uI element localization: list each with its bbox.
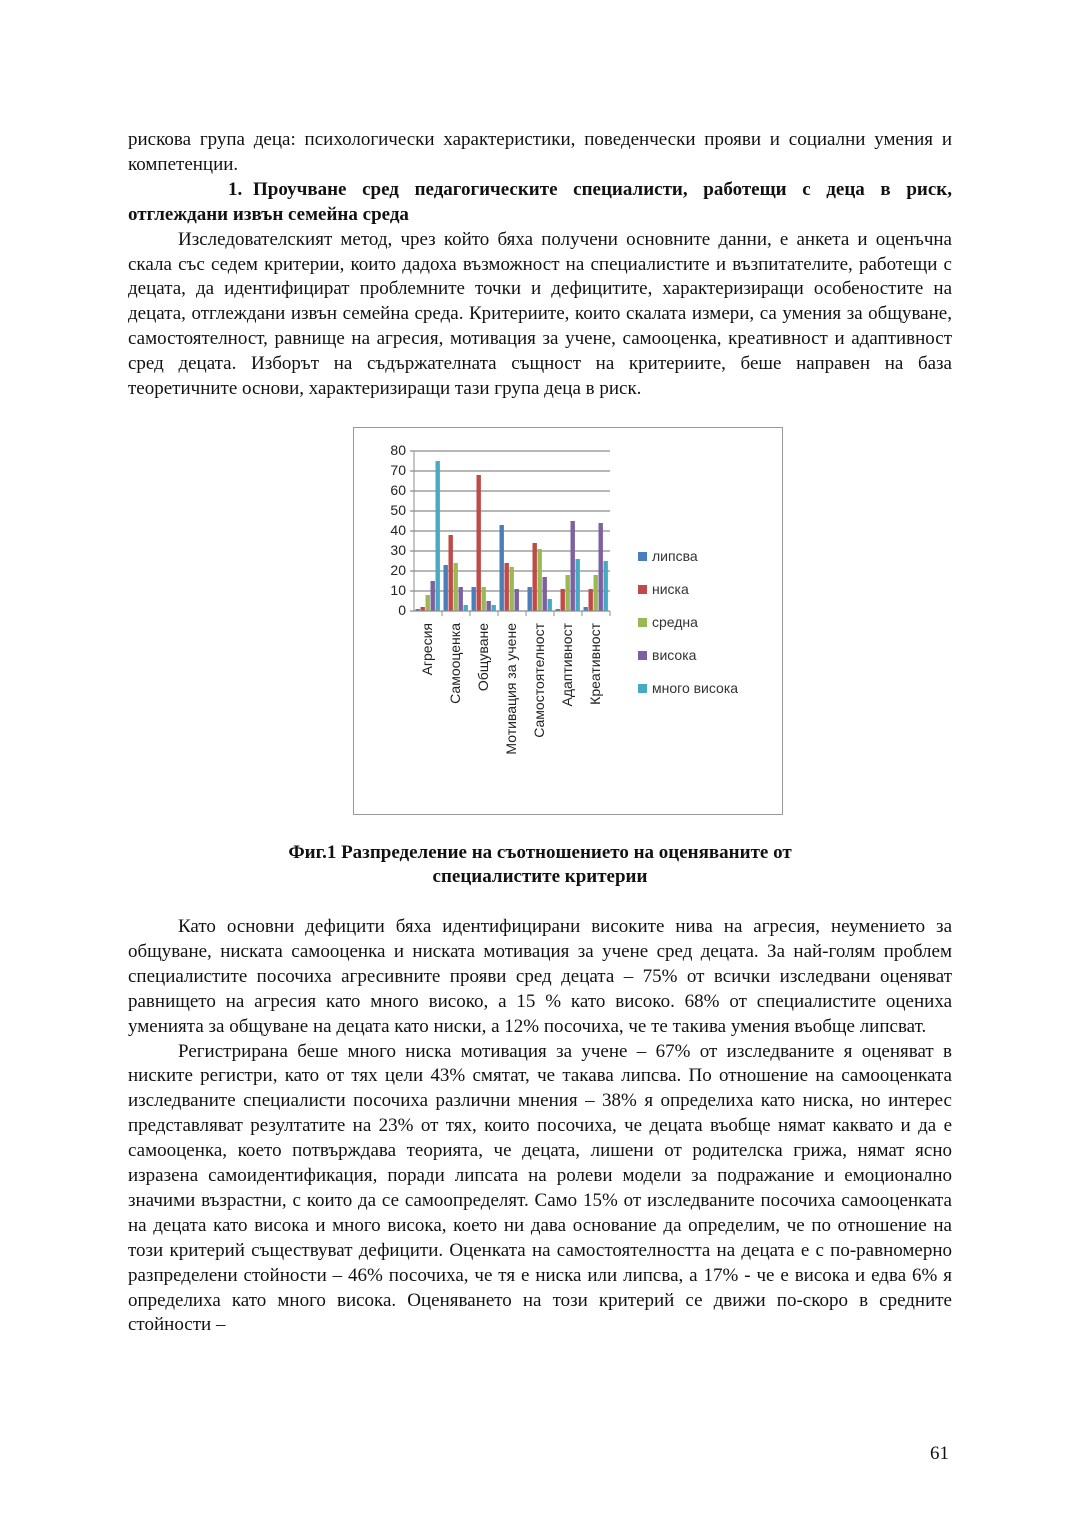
bar-2-4 <box>492 605 496 611</box>
bar-2-0 <box>472 587 476 611</box>
bar-3-0 <box>500 525 504 611</box>
legend-label: липсва <box>652 548 698 565</box>
paragraph-method: Изследователският метод, чрез който бяха получени основните данни, е анкета и оценъчна скала със седем критерии, които дадоха възможност на специалистите и възпитателите, работещи с децата, да идентифицират проблемните точки и дефицитите, характеризиращи особеностите на децата, отглеждани извън семейна среда. Критериите, които скалата измери, са умения за общуване, самостоятелност, равнище на агресия, мотивация за учене, самооценка, креативност и адаптивност сред децата. Изборът на съдържателната същност на критериите, беше направен на база теоретичните основи, характеризиращи тази група деца в риск. <box>128 228 952 400</box>
legend-swatch-icon <box>638 618 647 627</box>
legend-label: висока <box>652 647 697 664</box>
bar-1-3 <box>459 587 463 611</box>
bar-6-2 <box>594 575 598 611</box>
legend-item <box>638 672 738 705</box>
category-label: Адаптивност <box>559 622 575 707</box>
bar-5-3 <box>571 521 575 611</box>
bar-1-4 <box>464 605 468 611</box>
section-number: 1. <box>228 178 243 200</box>
legend-item <box>638 540 738 573</box>
bar-1-0 <box>444 565 448 611</box>
bar-chart <box>353 427 783 815</box>
y-tick-label: 60 <box>390 481 406 498</box>
bar-1-1 <box>449 535 453 611</box>
bar-1-2 <box>454 563 458 611</box>
legend-item <box>638 573 738 606</box>
figure-caption-line1: Фиг.1 Разпределение на съотношението на оценяваните от <box>288 841 792 863</box>
paragraph-motivation: Регистрирана беше много ниска мотивация за учене – 67% от изследваните я оценяват в ниските регистри, като от тях цели 43% смятат, че такава липсва. По отношение на самооценката изследваните специалисти посочиха различни мнения – 38% я определиха като ниска, но интерес представляват резултатите на 23% от тях, които посочиха, че децата въобще нямат каквато и да е самооценка, което потвърждава теорията, че децата, лишени от родителска грижа, нямат ясно изразена самоидентификация, поради липсата на ролеви модели за подражание и емоционално значими възрастни, с които да се самоопределят. Само 15% от изследваните посочиха самооценката на децата като висока и много висока, което ни дава основание да определим, че по отношение на този критерий съществуват дефицити. Оценката на самостоятелността на децата е с по-равномерно разпределени стойности – 46% посочиха, че тя е ниска или липсва, а 17% - че е висока и едва 6% я определиха като много висока. Оценяването на този критерий се движи по-скоро в средните стойности – <box>128 1040 952 1336</box>
page-number: 61 <box>930 1443 949 1464</box>
section-heading <box>128 178 952 228</box>
legend-label: много висока <box>652 680 739 697</box>
bar-2-1 <box>477 475 481 611</box>
bar-6-0 <box>584 607 588 611</box>
bar-4-4 <box>548 599 552 611</box>
paragraph-intro: рискова група деца: психологически характеристики, поведенчески прояви и социални умения и компетенции. <box>128 129 952 175</box>
paragraph-deficits: Като основни дефицити бяха идентифицирани високите нива на агресия, неумението за общуване, ниската самооценка и ниската мотивация за учене сред децата. За най-голям проблем специалистите посочиха агресивните прояви сред децата – 75% от всички изследвани оценяват равнището на агресия като много високо, а 15 % като високо. 68% от специалистите оцениха уменията за общуване на децата като ниски, а 12% посочиха, че те такива умения въобще липсват. <box>128 915 952 1037</box>
bar-0-1 <box>421 607 425 611</box>
bar-6-3 <box>599 523 603 611</box>
category-label: Креативност <box>587 622 603 705</box>
bar-2-2 <box>482 587 486 611</box>
section-title: Проучване сред педагогическите специалисти, работещи с деца в риск, отглеждани извън семейна среда <box>128 178 952 225</box>
y-tick-label: 80 <box>390 441 406 458</box>
bar-5-4 <box>576 559 580 611</box>
bar-5-2 <box>566 575 570 611</box>
bar-4-2 <box>538 549 542 611</box>
y-tick-label: 20 <box>390 561 406 578</box>
y-tick-label: 0 <box>398 601 406 618</box>
bar-3-2 <box>510 567 514 611</box>
bar-5-1 <box>561 589 565 611</box>
document-page <box>128 128 952 1338</box>
category-label: Самостоятелност <box>531 622 547 738</box>
legend-item <box>638 639 738 672</box>
figure-1 <box>128 421 952 841</box>
category-label: Общуване <box>475 622 491 692</box>
bar-0-2 <box>426 595 430 611</box>
legend-swatch-icon <box>638 585 647 594</box>
bar-6-4 <box>604 561 608 611</box>
y-tick-label: 70 <box>390 461 406 478</box>
bar-0-4 <box>436 461 440 611</box>
bar-4-1 <box>533 543 537 611</box>
legend-swatch-icon <box>638 684 647 693</box>
category-label: Агресия <box>419 622 435 676</box>
chart-legend <box>638 540 738 705</box>
category-label: Мотивация за учене <box>503 622 519 755</box>
bar-2-3 <box>487 601 491 611</box>
bar-0-3 <box>431 581 435 611</box>
legend-label: ниска <box>652 581 689 598</box>
y-tick-label: 30 <box>390 541 406 558</box>
legend-label: средна <box>652 614 698 631</box>
bar-3-3 <box>515 589 519 611</box>
y-tick-label: 40 <box>390 521 406 538</box>
bar-4-0 <box>528 587 532 611</box>
legend-swatch-icon <box>638 552 647 561</box>
bar-6-1 <box>589 589 593 611</box>
bar-4-3 <box>543 577 547 611</box>
legend-swatch-icon <box>638 651 647 660</box>
bar-3-1 <box>505 563 509 611</box>
figure-caption-line2: специалистите критерии <box>432 866 648 888</box>
y-tick-label: 50 <box>390 501 406 518</box>
legend-item <box>638 606 738 639</box>
category-label: Самооценка <box>447 622 463 704</box>
y-tick-label: 10 <box>390 581 406 598</box>
